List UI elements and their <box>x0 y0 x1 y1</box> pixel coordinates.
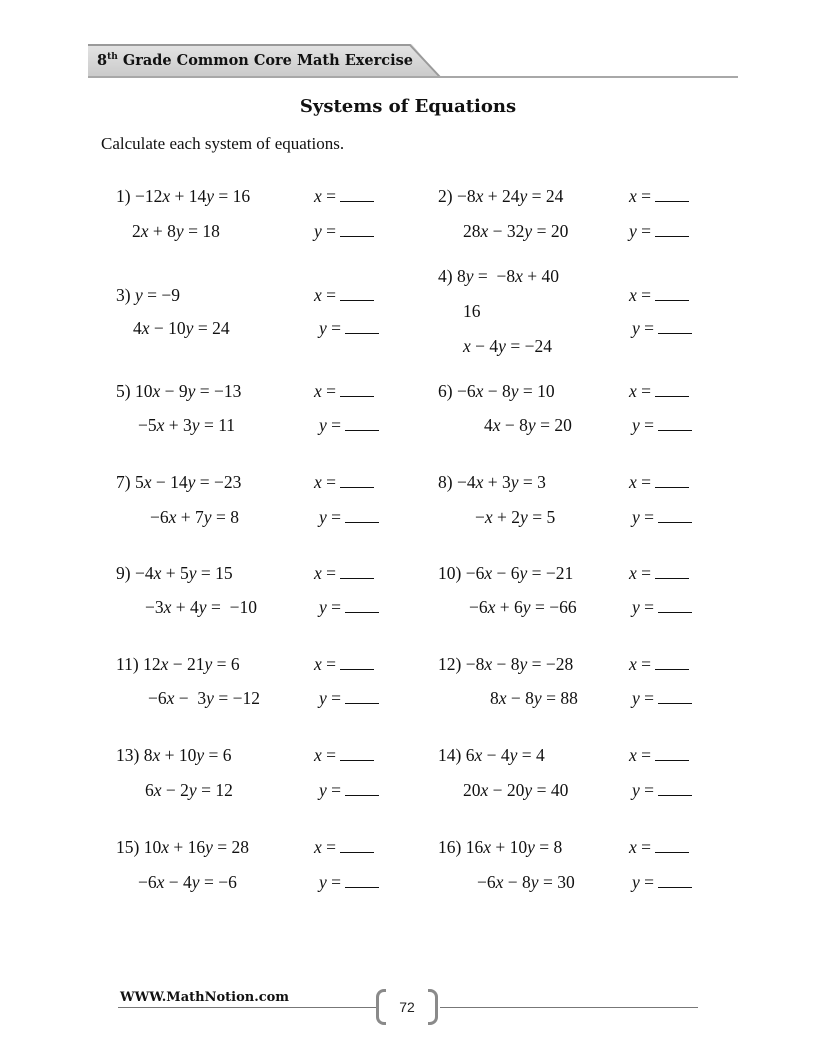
answer-blank-y[interactable] <box>658 600 692 613</box>
problem-16-answer-y: y = <box>632 872 692 892</box>
problem-7-equation-2: −6x + 7y = 8 <box>150 507 239 527</box>
problem-11-answer-x: x = <box>314 654 374 674</box>
header-title: 8th Grade Common Core Math Exercise <box>97 52 413 69</box>
problem-9-answer-x: x = <box>314 563 374 583</box>
problem-12-equation-2: 8x − 8y = 88 <box>490 688 578 708</box>
answer-blank-x[interactable] <box>340 384 374 397</box>
problem-15-equation-2: −6x − 4y = −6 <box>138 872 237 892</box>
answer-blank-y[interactable] <box>345 691 379 704</box>
answer-blank-y[interactable] <box>658 418 692 431</box>
problem-3-equation-2: 4x − 10y = 24 <box>133 318 230 338</box>
answer-blank-x[interactable] <box>655 657 689 670</box>
problem-3-answer-x: x = <box>314 285 374 305</box>
problem-6-answer-x: x = <box>629 381 689 401</box>
problem-13-answer-x: x = <box>314 745 374 765</box>
answer-blank-y[interactable] <box>658 875 692 888</box>
footer-website: WWW.MathNotion.com <box>120 990 290 1005</box>
answer-blank-y[interactable] <box>658 691 692 704</box>
problem-14-equation-2: 20x − 20y = 40 <box>463 780 569 800</box>
problem-6-equation-1: 6) −6x − 8y = 10 <box>438 381 555 401</box>
problem-13-equation-1: 13) 8x + 10y = 6 <box>116 745 232 765</box>
problem-15-answer-x: x = <box>314 837 374 857</box>
answer-blank-x[interactable] <box>655 189 689 202</box>
answer-blank-x[interactable] <box>655 566 689 579</box>
problem-4-equation-2: x − 4y = −24 <box>463 336 552 356</box>
problem-14-answer-x: x = <box>629 745 689 765</box>
problem-4-answer-y: y = <box>632 318 692 338</box>
footer-rule-right <box>440 1007 698 1008</box>
problem-2-answer-y: y = <box>629 221 689 241</box>
problem-11-answer-y: y = <box>319 688 379 708</box>
problem-16-answer-x: x = <box>629 837 689 857</box>
problem-2-answer-x: x = <box>629 186 689 206</box>
answer-blank-y[interactable] <box>658 783 692 796</box>
problem-10-equation-1: 10) −6x − 6y = −21 <box>438 563 574 583</box>
answer-blank-x[interactable] <box>655 840 689 853</box>
answer-blank-y[interactable] <box>345 510 379 523</box>
problem-13-answer-y: y = <box>319 780 379 800</box>
problem-5-answer-x: x = <box>314 381 374 401</box>
answer-blank-y[interactable] <box>655 224 689 237</box>
problem-8-answer-y: y = <box>632 507 692 527</box>
problem-6-answer-y: y = <box>632 415 692 435</box>
problem-10-equation-2: −6x + 6y = −66 <box>469 597 577 617</box>
problem-16-equation-2: −6x − 8y = 30 <box>477 872 575 892</box>
problem-1-equation-2: 2x + 8y = 18 <box>132 221 220 241</box>
answer-blank-x[interactable] <box>655 748 689 761</box>
answer-blank-y[interactable] <box>340 224 374 237</box>
answer-blank-x[interactable] <box>340 475 374 488</box>
problem-16-equation-1: 16) 16x + 10y = 8 <box>438 837 563 857</box>
problem-4-equation-1-continued: 16 <box>463 301 481 321</box>
answer-blank-x[interactable] <box>340 288 374 301</box>
answer-blank-x[interactable] <box>340 748 374 761</box>
problem-12-answer-x: x = <box>629 654 689 674</box>
answer-blank-x[interactable] <box>655 288 689 301</box>
page-number-bracket-right <box>428 989 438 1025</box>
answer-blank-x[interactable] <box>340 189 374 202</box>
answer-blank-x[interactable] <box>340 566 374 579</box>
answer-blank-y[interactable] <box>658 321 692 334</box>
problem-3-equation-1: 3) y = −9 <box>116 285 180 305</box>
problem-4-answer-x: x = <box>629 285 689 305</box>
problem-2-equation-1: 2) −8x + 24y = 24 <box>438 186 564 206</box>
answer-blank-y[interactable] <box>658 510 692 523</box>
problem-15-equation-1: 15) 10x + 16y = 28 <box>116 837 250 857</box>
problem-10-answer-y: y = <box>632 597 692 617</box>
answer-blank-x[interactable] <box>655 475 689 488</box>
answer-blank-x[interactable] <box>655 384 689 397</box>
problem-8-answer-x: x = <box>629 472 689 492</box>
problem-7-equation-1: 7) 5x − 14y = −23 <box>116 472 242 492</box>
page-title: Systems of Equations <box>299 96 517 117</box>
problem-1-answer-y: y = <box>314 221 374 241</box>
page-number-bracket-left <box>376 989 386 1025</box>
problem-4-equation-1: 4) 8y = −8x + 40 <box>438 266 560 286</box>
problem-5-answer-y: y = <box>319 415 379 435</box>
answer-blank-y[interactable] <box>345 875 379 888</box>
header-rule <box>88 76 738 78</box>
problem-9-equation-1: 9) −4x + 5y = 15 <box>116 563 233 583</box>
problem-12-equation-1: 12) −8x − 8y = −28 <box>438 654 574 674</box>
answer-blank-x[interactable] <box>340 840 374 853</box>
answer-blank-y[interactable] <box>345 783 379 796</box>
problem-2-equation-2: 28x − 32y = 20 <box>463 221 569 241</box>
problem-12-answer-y: y = <box>632 688 692 708</box>
problem-14-equation-1: 14) 6x − 4y = 4 <box>438 745 545 765</box>
problem-7-answer-y: y = <box>319 507 379 527</box>
problem-9-equation-2: −3x + 4y = −10 <box>145 597 257 617</box>
problem-8-equation-1: 8) −4x + 3y = 3 <box>438 472 546 492</box>
problem-5-equation-1: 5) 10x − 9y = −13 <box>116 381 242 401</box>
answer-blank-y[interactable] <box>345 418 379 431</box>
page-number: 72 <box>399 999 415 1015</box>
instructions: Calculate each system of equations. <box>101 134 345 153</box>
problem-8-equation-2: −x + 2y = 5 <box>475 507 556 527</box>
answer-blank-y[interactable] <box>345 321 379 334</box>
problem-6-equation-2: 4x − 8y = 20 <box>484 415 572 435</box>
problem-5-equation-2: −5x + 3y = 11 <box>138 415 236 435</box>
problem-1-equation-1: 1) −12x + 14y = 16 <box>116 186 251 206</box>
problem-7-answer-x: x = <box>314 472 374 492</box>
problem-3-answer-y: y = <box>319 318 379 338</box>
problem-15-answer-y: y = <box>319 872 379 892</box>
answer-blank-x[interactable] <box>340 657 374 670</box>
problem-13-equation-2: 6x − 2y = 12 <box>145 780 233 800</box>
problem-11-equation-2: −6x − 3y = −12 <box>148 688 260 708</box>
problem-9-answer-y: y = <box>319 597 379 617</box>
footer-rule-left <box>118 1007 376 1008</box>
problem-14-answer-y: y = <box>632 780 692 800</box>
answer-blank-y[interactable] <box>345 600 379 613</box>
problem-11-equation-1: 11) 12x − 21y = 6 <box>116 654 240 674</box>
problem-10-answer-x: x = <box>629 563 689 583</box>
problem-1-answer-x: x = <box>314 186 374 206</box>
